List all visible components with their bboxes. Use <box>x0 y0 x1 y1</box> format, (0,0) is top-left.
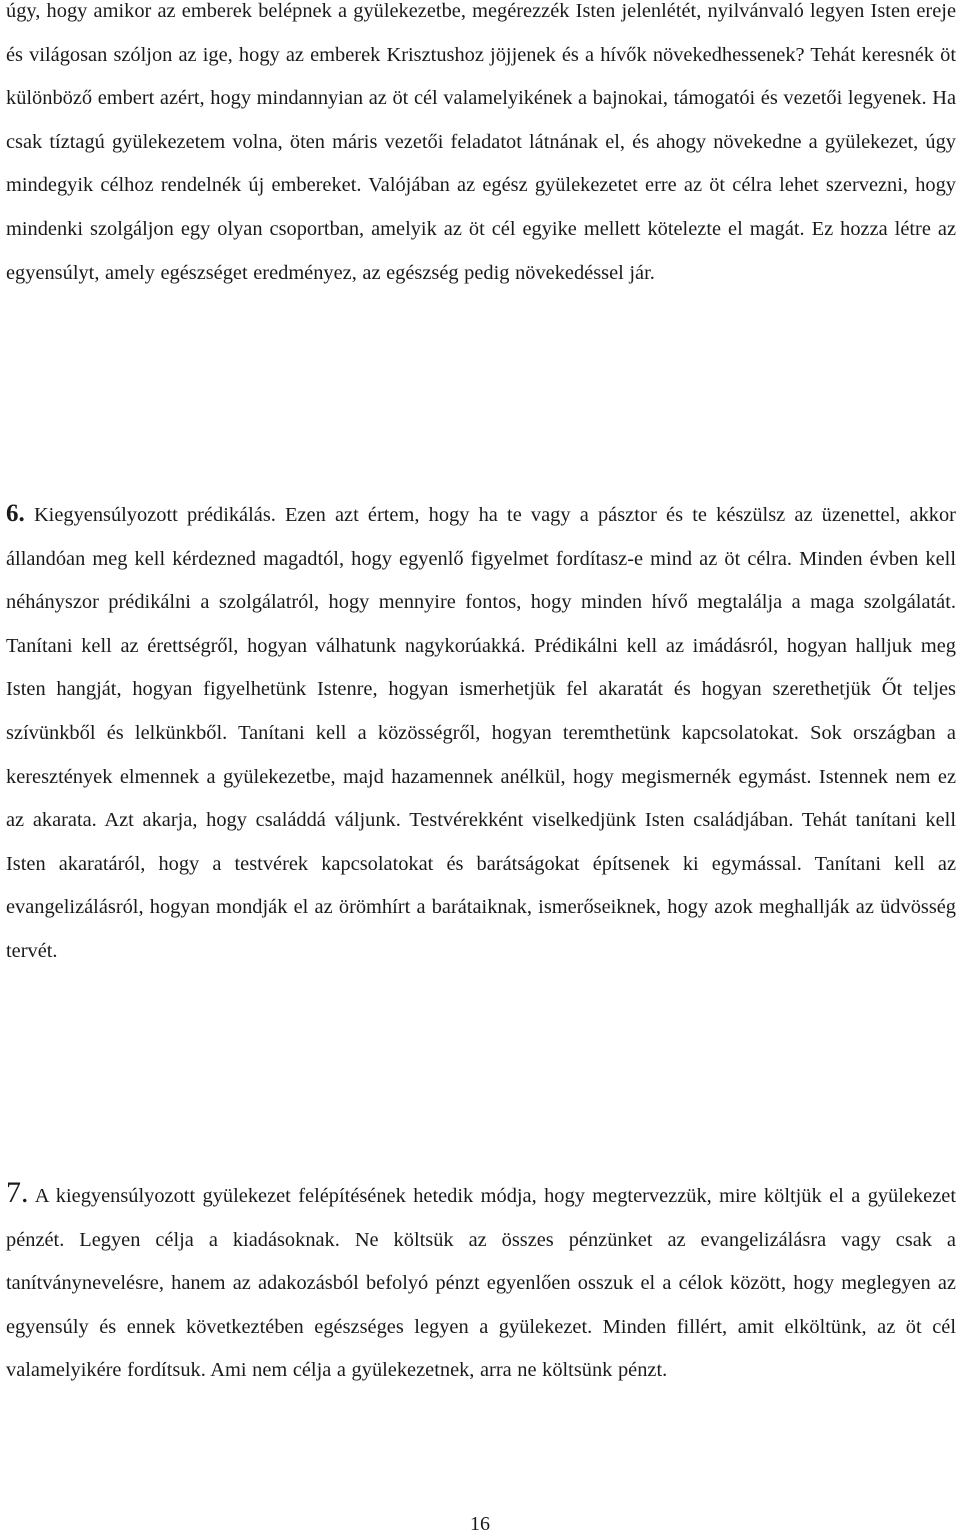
section-7-paragraph <box>6 1171 956 1393</box>
paragraph-continuation: úgy, hogy amikor az emberek belépnek a gyülekezetbe, megérezzék Isten jelenlétét, nyilvánvaló legyen Isten ereje és világosan szóljon az ige, hogy az emberek Krisztushoz jöjjenek és a hívők növekedhessenek? Tehát keresnék öt különböző embert azért, hogy mindannyian az öt cél valamelyikének a bajnokai, támogatói és vezetői legyenek. Ha csak tíztagú gyülekezetem volna, öten máris vezetői feladatot látnának el, és ahogy növekedne a gyülekezet, úgy mindegyik célhoz rendelnék új embereket. Valójában az egész gyülekezetet erre az öt célra lehet szervezni, hogy mindenki szolgáljon egy olyan csoportban, amelyik az öt cél egyike mellett kötelezte el magát. Ez hozza létre az egyensúlyt, amely egészséget eredményez, az egészség pedig növekedéssel jár. <box>6 0 956 284</box>
section-6-paragraph <box>6 492 956 974</box>
section-6-text: Kiegyensúlyozott prédikálás. Ezen azt értem, hogy ha te vagy a pásztor és te készülsz az üzenettel, akkor állandóan meg kell kérdezned magadtól, hogy egyenlő figyelmet fordítasz-e mind az öt célra. Minden évben kell néhányszor prédikálni a szolgálatról, hogy mennyire fontos, hogy minden hívő megtalálja a maga szolgálatát. Tanítani kell az érettségről, hogyan válhatunk nagykorúakká. Prédikálni kell az imádásról, hogyan halljuk meg Isten hangját, hogyan figyelhetünk Istenre, hogyan ismerhetjük fel akaratát és hogyan szerethetjük Őt teljes szívünkből és lelkünkből. Tanítani kell a közösségről, hogyan teremthetünk kapcsolatokat. Sok országban a keresztények elmennek a gyülekezetbe, majd hazamennek anélkül, hogy megismernék egymást. Istennek nem ez az akarata. Azt akarja, hogy családdá váljunk. Testvérekként viselkedjünk Isten családjában. Tehát tanítani kell Isten akaratáról, hogy a testvérek kapcsolatokat és barátságokat építsenek ki egymással. Tanítani kell az evangelizálásról, hogyan mondják el az örömhírt a barátaiknak, ismerőseiknek, hogy azok meghallják az üdvösség tervét. <box>6 504 956 962</box>
section-7-text: A kiegyensúlyozott gyülekezet felépítésének hetedik módja, hogy megtervezzük, mire költjük el a gyülekezet pénzét. Legyen célja a kiadásoknak. Ne költsük az összes pénzünket az evangelizálásra vagy csak a tanítványnevelésre, hanem az adakozásból befolyó pénzt egyenlően osszuk el a célok között, hogy meglegyen az egyensúly és ennek következtében egészséges legyen a gyülekezet. Minden fillért, amit elköltünk, az öt cél valamelyikére fordítsuk. Ami nem célja a gyülekezetnek, arra ne költsünk pénzt. <box>6 1185 957 1382</box>
section-6-number: 6. <box>6 500 25 527</box>
section-7-number: 7. <box>6 1176 29 1209</box>
page-number: 16 <box>470 1513 490 1535</box>
